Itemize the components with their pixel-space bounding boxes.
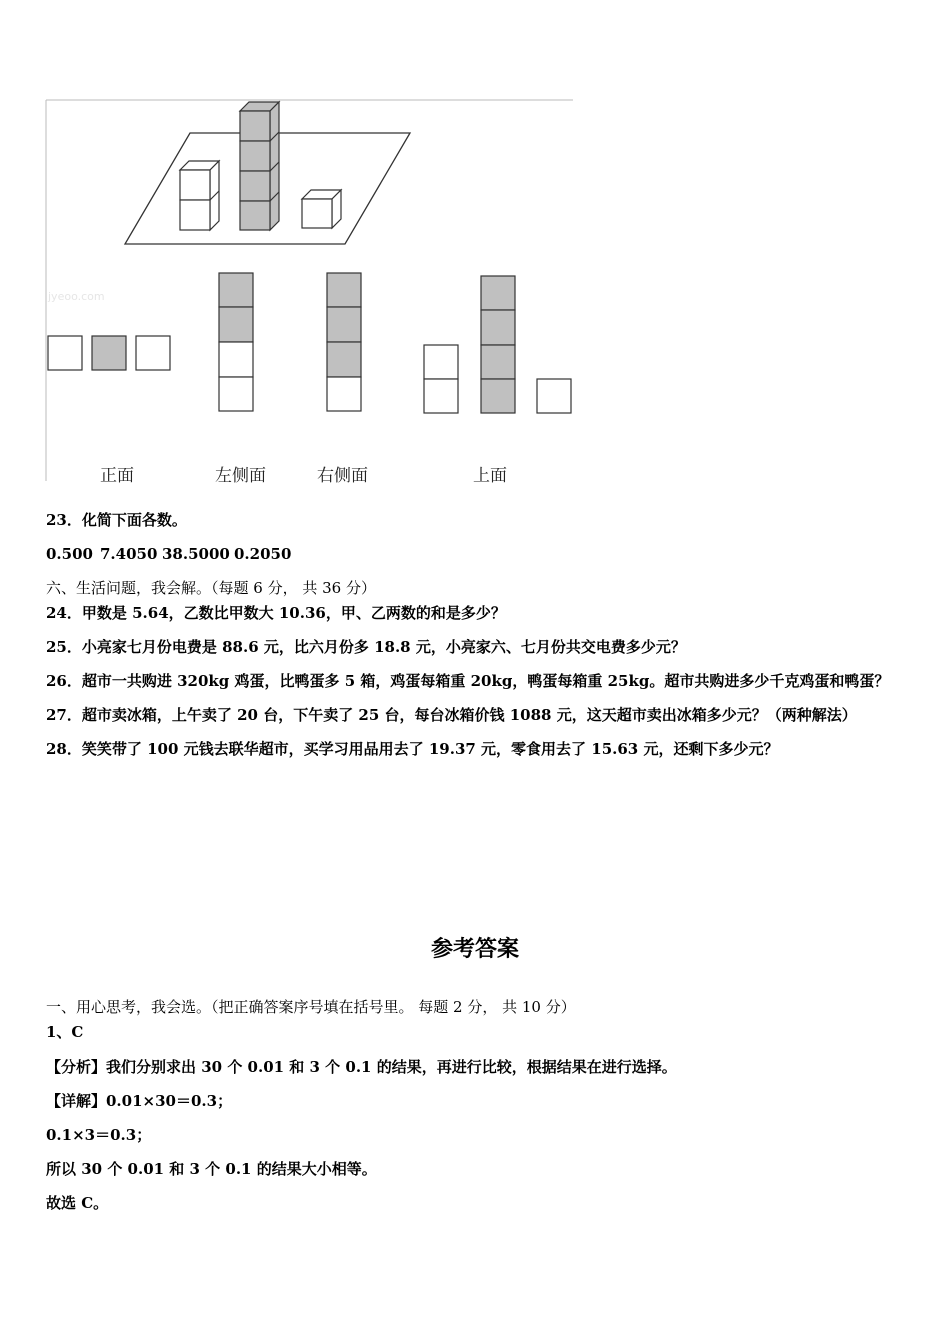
- q23-number: 38.5000: [162, 545, 230, 563]
- label-front-view: 正面: [100, 466, 134, 486]
- middle-cube-stack: [240, 102, 279, 230]
- q23-title: 23．化简下面各数。: [46, 511, 187, 529]
- cube-views-figure: [45, 98, 575, 486]
- front-view: [48, 336, 170, 370]
- answer-detail: 【详解】0.01×30＝0.3；: [46, 1092, 233, 1110]
- q23-number: 0.2050: [234, 545, 292, 563]
- section6-heading: 六、生活问题，我会解。（每题 6 分， 共 36 分）: [46, 579, 376, 597]
- label-top-view: 上面: [473, 466, 507, 486]
- watermark: jyeoo.com: [48, 290, 105, 303]
- label-right-side-view: 右侧面: [317, 466, 368, 486]
- top-view: [424, 276, 571, 413]
- left-side-view: [219, 273, 253, 411]
- answer-conclusion: 所以 30 个 0.01 和 3 个 0.1 的结果大小相等。: [46, 1160, 377, 1178]
- cube-figure-svg: [45, 98, 575, 483]
- right-side-view: [327, 273, 361, 411]
- answers-section1-heading: 一、用心思考，我会选。（把正确答案序号填在括号里。 每题 2 分， 共 10 分）: [46, 998, 576, 1016]
- answer-detail-line2: 0.1×3＝0.3；: [46, 1126, 152, 1144]
- question-27: 27．超市卖冰箱，上午卖了 20 台，下午卖了 25 台，每台冰箱价钱 1088 元，这天超市卖出冰箱多少元？（两种解法）: [46, 706, 857, 724]
- q23-number: 7.4050: [100, 545, 158, 563]
- right-single-cube: [302, 190, 341, 228]
- answer-analysis: 【分析】我们分别求出 30 个 0.01 和 3 个 0.1 的结果，再进行比较，根据结果在进行选择。: [46, 1058, 677, 1076]
- left-cube-stack: [180, 161, 219, 230]
- question-28: 28．笑笑带了 100 元钱去联华超市，买学习用品用去了 19.37 元，零食用去了 15.63 元，还剩下多少元？: [46, 740, 779, 758]
- answers-title: 参考答案: [430, 937, 519, 962]
- answer-1: 1、C: [46, 1023, 84, 1041]
- question-25: 25．小亮家七月份电费是 88.6 元，比六月份多 18.8 元，小亮家六、七月份共交电费多少元？: [46, 638, 686, 656]
- label-left-side-view: 左侧面: [215, 466, 266, 486]
- answer-choice: 故选 C。: [46, 1194, 109, 1212]
- question-24: 24．甲数是 5.64，乙数比甲数大 10.36，甲、乙两数的和是多少？: [46, 604, 506, 622]
- q23-number: 0.500: [46, 545, 93, 563]
- question-26: 26．超市一共购进 320kg 鸡蛋，比鸭蛋多 5 箱，鸡蛋每箱重 20kg，鸭蛋每箱重 25kg。超市共购进多少千克鸡蛋和鸭蛋？: [46, 672, 890, 690]
